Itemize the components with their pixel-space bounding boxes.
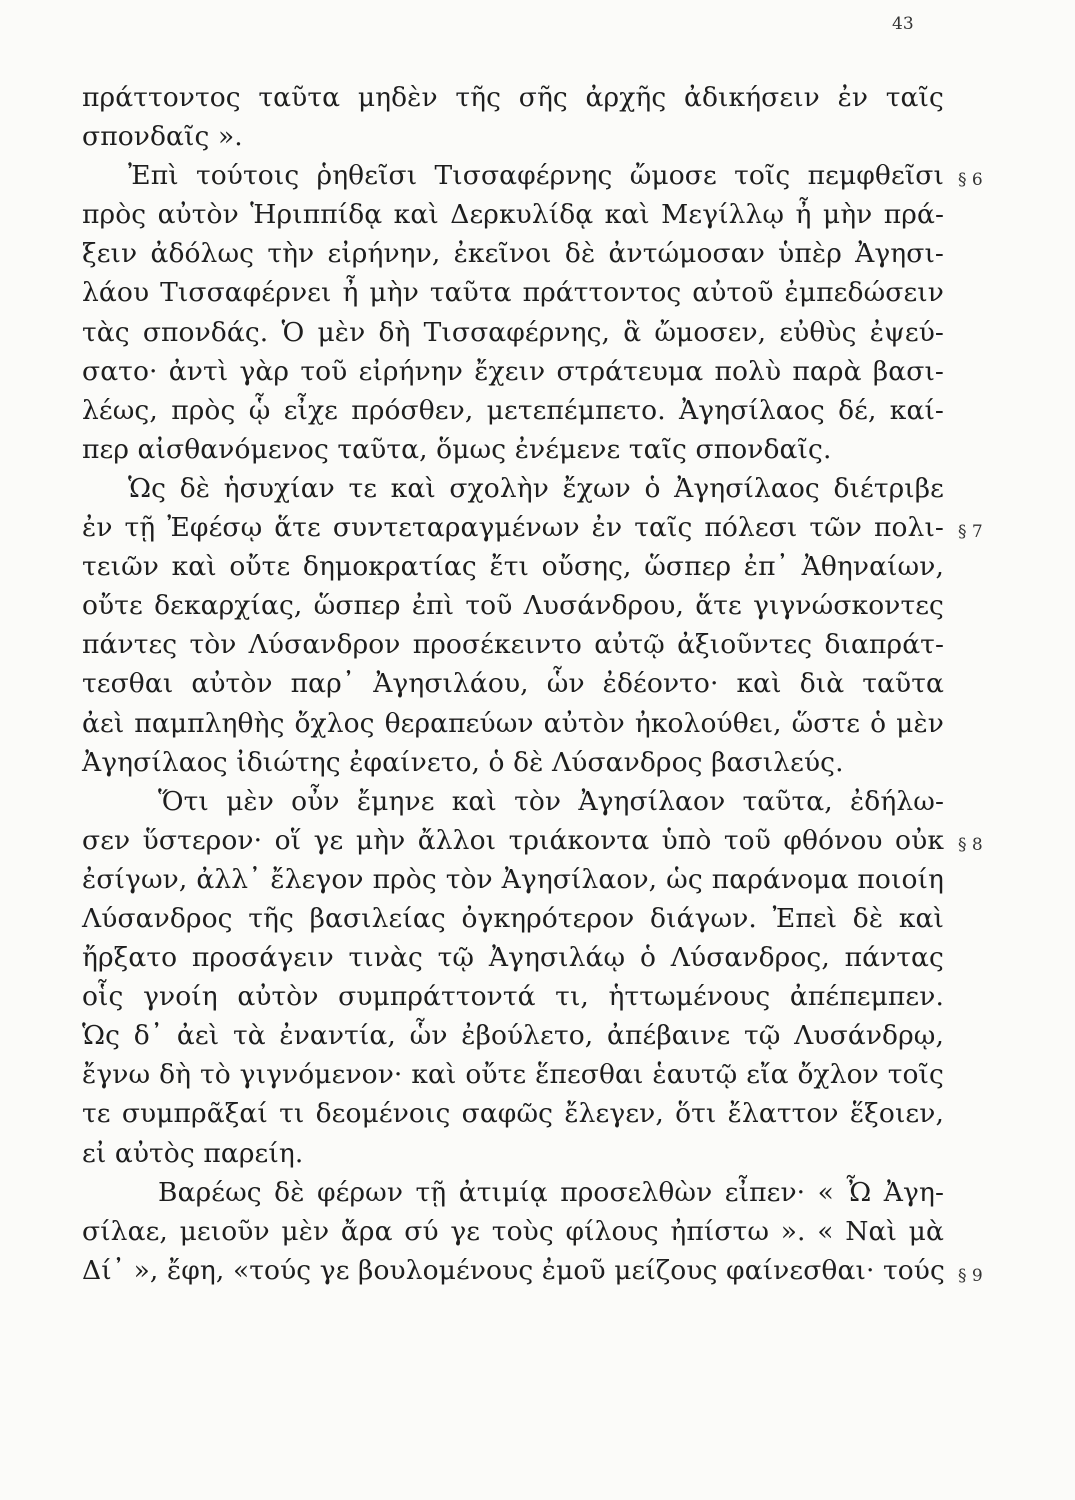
text-line: ἀεὶ παμπληθὴς ὄχλος θεραπεύων αὐτὸν ἠκολούθει, ὥστε ὁ μὲν [82,707,944,739]
text-line: σπονδαῖς ». [82,121,243,153]
text-line: Ἀγησίλαος ἰδιώτης ἐφαίνετο, ὁ δὲ Λύσανδρος βασιλεύς. [82,746,844,778]
text-line: Βαρέως δὲ φέρων τῇ ἀτιμίᾳ προσελθὼν εἶπεν· « Ὦ Ἀγη- [158,1176,944,1208]
text-line: Ὡς δὲ ἡσυχίαν τε καὶ σχολὴν ἔχων ὁ Ἀγησίλαος διέτριβε [128,472,944,504]
text-line: οὔτε δεκαρχίας, ὥσπερ ἐπὶ τοῦ Λυσάνδρου, ἅτε γιγνώσκοντες [82,590,944,622]
text-line: ἔγνω δὴ τὸ γιγνόμενον· καὶ οὔτε ἕπεσθαι ἑαυτῷ εἴα ὄχλον τοῖς [82,1059,944,1091]
text-line: πράττοντος ταῦτα μηδὲν τῆς σῆς ἀρχῆς ἀδικήσειν ἐν ταῖς [82,82,944,113]
text-line: τὰς σπονδάς. Ὁ μὲν δὴ Τισσαφέρνης, ἃ ὤμοσεν, εὐθὺς ἐψεύ- [82,316,944,348]
section-marker: § 9 [958,1266,983,1286]
text-line: σατο· ἀντὶ γὰρ τοῦ εἰρήνην ἔχειν στράτευμα πολὺ παρὰ βασι- [82,355,944,387]
text-line: ἐν τῇ Ἐφέσῳ ἅτε συντεταραγμένων ἐν ταῖς πόλεσι τῶν πολι- [82,512,944,544]
text-line: λέως, πρὸς ᾧ εἶχε πρόσθεν, μετεπέμπετο. Ἀγησίλαος δέ, καί- [82,394,944,426]
text-line: Δί᾽ », ἔφη, «τούς γε βουλομένους ἐμοῦ μείζους φαίνεσθαι· τούς [82,1254,945,1286]
section-marker: § 6 [958,170,983,190]
text-line: περ αἰσθανόμενος ταῦτα, ὅμως ἐνέμενε ταῖς σπονδαῖς. [82,433,832,465]
text-line: πάντες τὸν Λύσανδρον προσέκειντο αὐτῷ ἀξιοῦντες διαπράτ- [82,629,944,661]
text-line: ἐσίγων, ἀλλ᾽ ἔλεγον πρὸς τὸν Ἀγησίλαον, ὡς παράνομα ποιοίη [82,863,944,895]
page-number: 43 [892,14,914,34]
text-line: εἰ αὐτὸς παρείη. [82,1137,304,1169]
text-line: ξειν ἀδόλως τὴν εἰρήνην, ἐκεῖνοι δὲ ἀντώμοσαν ὑπὲρ Ἀγησι- [82,238,944,270]
text-line: Ἐπὶ τούτοις ῥηθεῖσι Τισσαφέρνης ὤμοσε τοῖς πεμφθεῖσι [128,160,944,192]
text-line: οἷς γνοίη αὐτὸν συμπράττοντά τι, ἡττωμένους ἀπέπεμπεν. [82,981,944,1013]
text-line: Λύσανδρος τῆς βασιλείας ὀγκηρότερον διάγων. Ἐπεὶ δὲ καὶ [82,902,944,934]
text-line: Ὅτι μὲν οὖν ἔμηνε καὶ τὸν Ἀγησίλαον ταῦτα, ἐδήλω- [158,785,944,817]
text-line: τειῶν καὶ οὔτε δημοκρατίας ἔτι οὔσης, ὥσπερ ἐπ᾽ Ἀθηναίων, [82,551,944,583]
section-marker: § 7 [958,522,983,542]
text-line: ἤρξατο προσάγειν τινὰς τῷ Ἀγησιλάῳ ὁ Λύσανδρος, πάντας [82,942,944,974]
text-line: τεσθαι αὐτὸν παρ᾽ Ἀγησιλάου, ὧν ἐδέοντο· καὶ διὰ ταῦτα [82,668,944,700]
text-line: Ὡς δ᾽ ἀεὶ τὰ ἐναντία, ὧν ἐβούλετο, ἀπέβαινε τῷ Λυσάνδρῳ, [82,1020,944,1052]
text-line: τε συμπρᾶξαί τι δεομένοις σαφῶς ἔλεγεν, ὅτι ἔλαττον ἕξοιεν, [82,1098,944,1130]
text-line: σεν ὕστερον· οἵ γε μὴν ἄλλοι τριάκοντα ὑπὸ τοῦ φθόνου οὐκ [82,824,944,856]
section-marker: § 8 [958,835,983,855]
text-body [82,78,944,1290]
text-line: λάου Τισσαφέρνει ἦ μὴν ταῦτα πράττοντος αὐτοῦ ἐμπεδώσειν [82,277,944,309]
text-line: σίλαε, μειοῦν μὲν ἄρα σύ γε τοὺς φίλους ἠπίστω ». « Ναὶ μὰ [82,1215,944,1247]
text-line: πρὸς αὐτὸν Ἡριππίδᾳ καὶ Δερκυλίδᾳ καὶ Μεγίλλῳ ἦ μὴν πρά- [82,199,944,231]
